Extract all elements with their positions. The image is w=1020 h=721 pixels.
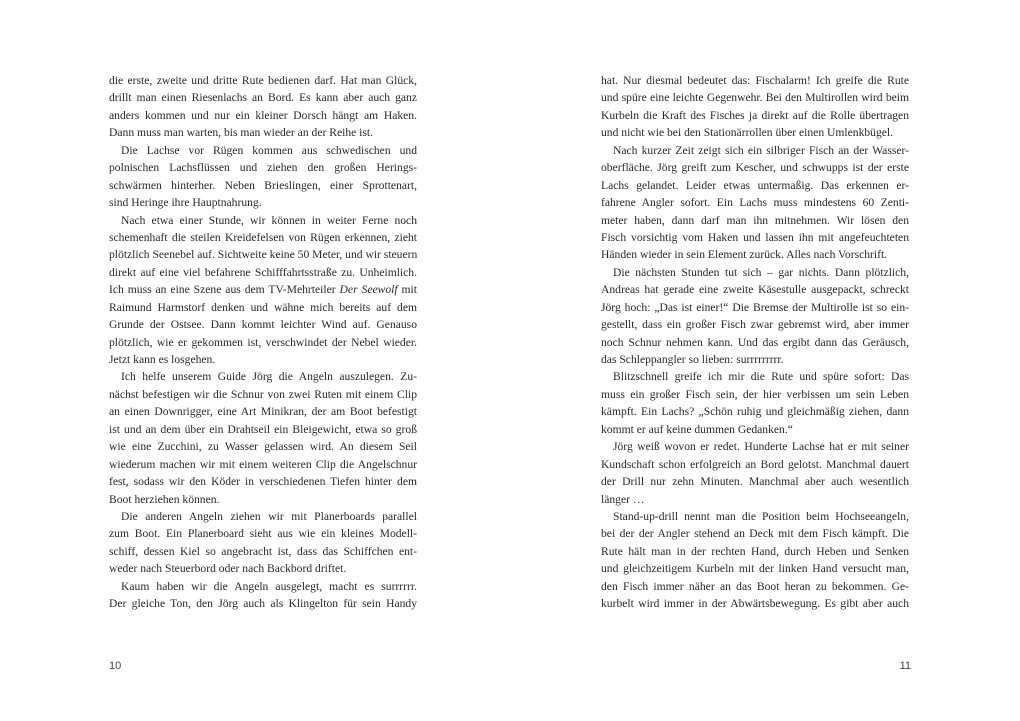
text-line: wiederum machen wir mit einem weiteren Clip die Angelschnur: [109, 457, 417, 471]
text-line: Lachs gelandet. Leider etwas untermaßig. Das erkennen er-: [601, 178, 909, 192]
text-line: Fisch vorsichtig vom Haken und lassen ihn mit angefeuchteten: [601, 230, 909, 244]
text-line: Nach kurzer Zeit zeigt sich ein silbriger Fisch an der Wasser-: [613, 143, 909, 157]
text-line: anders kommen und nur ein kleiner Dorsch hängt am Haken.: [109, 108, 417, 122]
text-line: Stand-up-drill nennt man die Position beim Hochseeangeln,: [613, 509, 909, 523]
text-line: ist und an dem über ein Drahtseil ein Bleigewicht, etwa so groß: [109, 422, 417, 436]
text-line: bei der der Angler stehend an Deck mit dem Fisch kämpft. Die: [601, 527, 909, 541]
text-line: meter haben, dann darf man ihn mitnehmen. Wir lösen den: [601, 213, 909, 227]
text-line: fest, sodass wir den Köder in verschiedenen Tiefen hinter dem: [109, 475, 417, 489]
text-line: kurbelt wird immer in der Abwärtsbewegung. Es gibt aber auch: [601, 597, 909, 611]
right-text-block: [601, 72, 909, 613]
left-page-number: 10: [109, 660, 122, 672]
text-line: Blitzschnell greife ich mir die Rute und spüre sofort: Das: [613, 370, 909, 384]
text-line: Dann muss man warten, bis man wieder an der Reihe ist.: [109, 126, 374, 140]
text-line: muss ein großer Fisch sein, der hier verbissen um sein Leben: [601, 387, 909, 401]
text-line: Jetzt kann es losgehen.: [109, 353, 216, 366]
text-line: Händen wieder in sein Element zurück. Alles nach Vorschrift.: [601, 248, 888, 262]
left-text-block: [109, 72, 417, 613]
text-line: und nicht wie bei den Stationärrollen über einen Umlenkbügel.: [601, 126, 894, 140]
text-line: Nach etwa einer Stunde, wir können in weiter Ferne noch: [121, 213, 417, 227]
text-line: schiff, dessen Kiel so angebracht ist, dass das Schiffchen ent-: [109, 544, 417, 558]
text-line: Jörg weiß wovon er redet. Hunderte Lachse hat er mit seiner: [613, 440, 909, 454]
text-line: Grunde der Ostsee. Dann kommt leichter Wind auf. Genauso: [109, 318, 417, 332]
text-line: Die Lachse vor Rügen kommen aus schwedischen und: [121, 143, 417, 157]
text-line: Der gleiche Ton, den Jörg auch als Klingelton für sein Handy: [109, 597, 417, 611]
text-line: hat. Nur diesmal bedeutet das: Fischalarm! Ich greife die Rute: [601, 74, 909, 87]
text-line: wie eine Zucchini, zu Wasser gelassen wird. An diesem Seil: [109, 440, 417, 454]
text-line: schwärmen hinterher. Neben Brieslingen, einer Sprottenart,: [109, 178, 417, 192]
text-line: oberfläche. Jörg greift zum Kescher, und schwupps ist der erste: [601, 161, 909, 175]
text-line: die erste, zweite und dritte Rute bedienen darf. Hat man Glück,: [109, 74, 417, 87]
text-line: schemenhaft die steilen Kreidefelsen von Rügen erkennen, zieht: [109, 230, 417, 244]
text-line: Die nächsten Stunden tut sich – gar nichts. Dann plötzlich,: [613, 265, 909, 279]
text-line: Die anderen Angeln ziehen wir mit Planerboards parallel: [121, 509, 417, 523]
text-line: sind Heringe ihre Hauptnahrung.: [109, 196, 262, 210]
text-line: Kaum haben wir die Angeln ausgelegt, macht es surrrrrr.: [121, 579, 417, 593]
text-line: Boot herziehen können.: [109, 492, 220, 506]
text-line: noch Schnur nehmen kann. Und das ergibt dann das Geräusch,: [601, 335, 909, 349]
right-page-number: 11: [899, 660, 911, 672]
text-line: und spüre eine leichte Gegenwehr. Bei den Multirollen wird beim: [601, 91, 909, 105]
text-line: gestellt, dass ein großer Fisch zwar gebremst wird, aber immer: [601, 318, 909, 332]
title-italic: Der Seewolf: [339, 283, 398, 297]
text-line: Ich helfe unserem Guide Jörg die Angeln auszulegen. Zu-: [121, 370, 417, 384]
text-line: länger …: [601, 492, 645, 506]
text-line: polnischen Lachsflüssen und ziehen den großen Herings-: [109, 161, 417, 175]
text-line: fahrene Angler sofort. Ein Lachs muss mindestens 60 Zenti-: [601, 196, 909, 210]
text-line: Kundschaft schon erfolgreich an Bord gelotst. Manchmal dauert: [601, 457, 909, 471]
text-line: Raimund Harmstorf denken und wähne mich bereits auf dem: [109, 300, 417, 314]
text-line: Ich muss an eine Szene aus dem TV-Mehrteiler Der Seewolf mit: [109, 283, 418, 297]
text-line: drillt man einen Riesenlachs an Bord. Es kann aber auch ganz: [109, 91, 417, 105]
text-line: und gleichzeitigem Kurbeln mit der linken Hand versucht man,: [601, 562, 909, 576]
text-line: Rute hält man in der rechten Hand, durch Heben und Senken: [601, 544, 909, 558]
text-line: Jörg hoch: „Das ist einer!“ Die Bremse der Multirolle ist so ein-: [601, 300, 909, 314]
text-line: kommt er auf keine dummen Gedanken.“: [601, 422, 793, 436]
text-line: das Schleppangler so lieben: surrrrrrrrr.: [601, 353, 784, 366]
text-line: plötzlich, wie er gekommen ist, verschwindet der Nebel wieder.: [109, 335, 417, 349]
text-line: den Fisch immer näher an das Boot heran zu bekommen. Ge-: [601, 579, 909, 593]
text-line: weder nach Steuerbord oder nach Backbord driftet.: [109, 562, 347, 576]
text-line: der Drill nur zehn Minuten. Manchmal aber auch wesentlich: [601, 475, 909, 489]
text-line: zum Boot. Ein Planerboard sieht aus wie ein kleines Modell-: [109, 527, 417, 541]
text-line: kämpft. Ein Lachs? „Schön ruhig und gleichmäßig ziehen, dann: [601, 405, 909, 419]
text-line: direkt auf eine viel befahrene Schifffahrtsstraße zu. Unheimlich.: [109, 265, 417, 279]
text-line: an einen Downrigger, eine Art Minikran, der am Boot befestigt: [109, 405, 417, 419]
text-line: Andreas hat gerade eine zweite Käsestulle ausgepackt, schreckt: [601, 283, 909, 297]
text-line: nächst befestigen wir die Schnur von zwei Ruten mit einem Clip: [109, 387, 417, 401]
right-page: [510, 0, 1020, 721]
text-line: plötzlich Seenebel auf. Sichtweite keine 50 Meter, und wir steuern: [109, 248, 418, 262]
text-line: Kurbeln die Kraft des Fisches ja direkt auf die Rolle übertragen: [601, 108, 909, 122]
